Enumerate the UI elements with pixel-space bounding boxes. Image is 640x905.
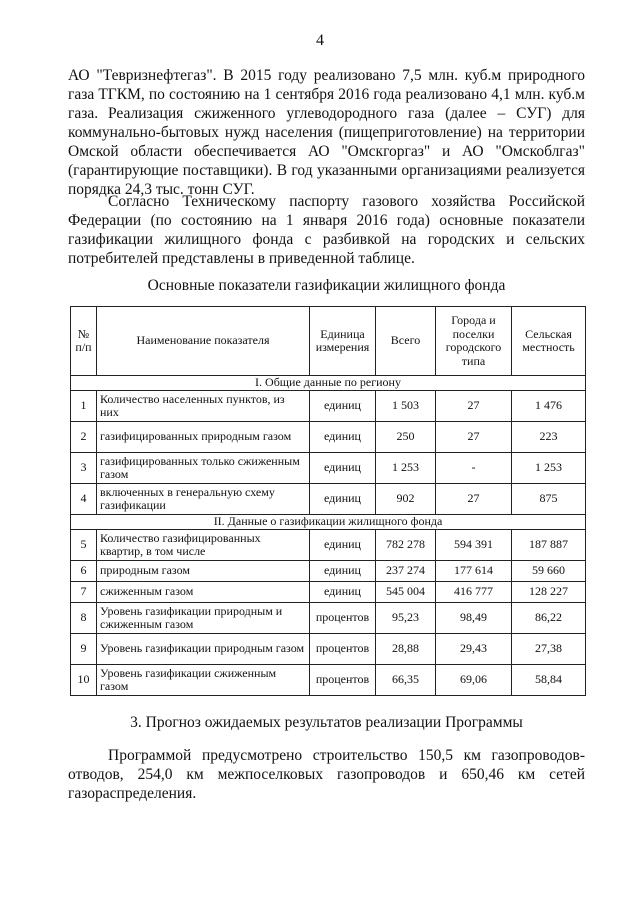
row-total: 545 004 — [376, 582, 436, 603]
row-unit: процентов — [310, 665, 376, 696]
section-header — [71, 376, 586, 391]
section-title: II. Данные о газификации жилищного фонда — [71, 515, 586, 530]
header-rural: Сельская местность — [512, 307, 586, 376]
row-rural: 1 253 — [512, 453, 586, 484]
row-name: Уровень газификации природным и сжиженным газом — [97, 603, 310, 634]
table-row — [71, 422, 586, 453]
header-urban: Города и поселки городского типа — [436, 307, 512, 376]
row-total: 66,35 — [376, 665, 436, 696]
row-rural: 86,22 — [512, 603, 586, 634]
row-num: 7 — [71, 582, 97, 603]
row-name: Уровень газификации природным газом — [97, 634, 310, 665]
table-header-row — [71, 307, 586, 376]
table-row — [71, 453, 586, 484]
row-unit: единиц — [310, 582, 376, 603]
section-header — [71, 515, 586, 530]
row-urban: 27 — [436, 484, 512, 515]
header-total: Всего — [376, 307, 436, 376]
row-total: 250 — [376, 422, 436, 453]
row-name: газифицированных только сжиженным газом — [97, 453, 310, 484]
row-unit: единиц — [310, 561, 376, 582]
row-rural: 1 476 — [512, 391, 586, 422]
row-total: 1 503 — [376, 391, 436, 422]
row-unit: единиц — [310, 391, 376, 422]
header-num: № п/п — [71, 307, 97, 376]
row-urban: 594 391 — [436, 530, 512, 561]
row-rural: 59 660 — [512, 561, 586, 582]
paragraph-1: АО "Тевризнефтегаз". В 2015 году реализовано 7,5 млн. куб.м природного газа ТГКМ, по состоянию на 1 сентября 2016 года реализовано 4,1 млн. куб.м газа. — [68, 67, 585, 122]
row-unit: единиц — [310, 530, 376, 561]
row-unit: единиц — [310, 484, 376, 515]
row-total: 95,23 — [376, 603, 436, 634]
row-num: 2 — [71, 422, 97, 453]
row-num: 9 — [71, 634, 97, 665]
row-unit: процентов — [310, 603, 376, 634]
gasification-table — [70, 306, 586, 696]
row-rural: 58,84 — [512, 665, 586, 696]
row-name: газифицированных природным газом — [97, 422, 310, 453]
row-urban: 416 777 — [436, 582, 512, 603]
table-caption: Основные показатели газификации жилищного фонда — [147, 277, 506, 294]
table-row — [71, 665, 586, 696]
table-row — [71, 634, 586, 665]
row-name: Количество населенных пунктов, из них — [97, 391, 310, 422]
row-rural: 27,38 — [512, 634, 586, 665]
table-row — [71, 582, 586, 603]
row-num: 4 — [71, 484, 97, 515]
section-title: I. Общие данные по региону — [71, 376, 586, 391]
row-num: 8 — [71, 603, 97, 634]
row-num: 3 — [71, 453, 97, 484]
row-total: 902 — [376, 484, 436, 515]
row-total: 28,88 — [376, 634, 436, 665]
row-num: 1 — [71, 391, 97, 422]
row-total: 237 274 — [376, 561, 436, 582]
table-row — [71, 484, 586, 515]
row-rural: 223 — [512, 422, 586, 453]
section-3-heading: 3. Прогноз ожидаемых результатов реализации Программы — [130, 714, 523, 731]
row-name: природным газом — [97, 561, 310, 582]
row-urban: - — [436, 453, 512, 484]
row-urban: 27 — [436, 422, 512, 453]
row-unit: единиц — [310, 422, 376, 453]
row-num: 5 — [71, 530, 97, 561]
row-urban: 69,06 — [436, 665, 512, 696]
row-unit: единиц — [310, 453, 376, 484]
table-row — [71, 561, 586, 582]
row-unit: процентов — [310, 634, 376, 665]
header-unit: Единица измерения — [310, 307, 376, 376]
paragraph-2: Реализация сжиженного углеводородного газа (далее – СУГ) для коммунально-бытовых нужд населения (пищеприготовление) на территории Омской области обеспечивается АО "Омскгоргаз" и АО "Омскоблгаз" (гарантирующие поставщики). В год указанными организациями реализуется порядка 24,3 тыс. тонн СУГ. — [68, 105, 585, 198]
row-name: Количество газифицированных квартир, в том числе — [97, 530, 310, 561]
header-name: Наименование показателя — [97, 307, 310, 376]
row-name: включенных в генеральную схему газификации — [97, 484, 310, 515]
table-row — [71, 530, 586, 561]
row-num: 6 — [71, 561, 97, 582]
page-number: 4 — [316, 32, 324, 49]
row-urban: 29,43 — [436, 634, 512, 665]
row-total: 1 253 — [376, 453, 436, 484]
table-row — [71, 603, 586, 634]
row-rural: 187 887 — [512, 530, 586, 561]
section-3-text: Программой предусмотрено строительство 150,5 км газопроводов-отводов, 254,0 км межпоселковых газопроводов и 650,46 км сетей газораспределения. — [68, 747, 585, 802]
row-rural: 128 227 — [512, 582, 586, 603]
row-name: Уровень газификации сжиженным газом — [97, 665, 310, 696]
row-rural: 875 — [512, 484, 586, 515]
row-name: сжиженным газом — [97, 582, 310, 603]
row-num: 10 — [71, 665, 97, 696]
table-row — [71, 391, 586, 422]
row-urban: 27 — [436, 391, 512, 422]
row-total: 782 278 — [376, 530, 436, 561]
row-urban: 98,49 — [436, 603, 512, 634]
paragraph-3: Согласно Техническому паспорту газового хозяйства Российской Федерации (по состоянию на 1 января 2016 года) основные показатели газификации жилищного фонда с разбивкой на городских и сельских потребителей представлены в приведенной таблице. — [68, 193, 585, 267]
row-urban: 177 614 — [436, 561, 512, 582]
